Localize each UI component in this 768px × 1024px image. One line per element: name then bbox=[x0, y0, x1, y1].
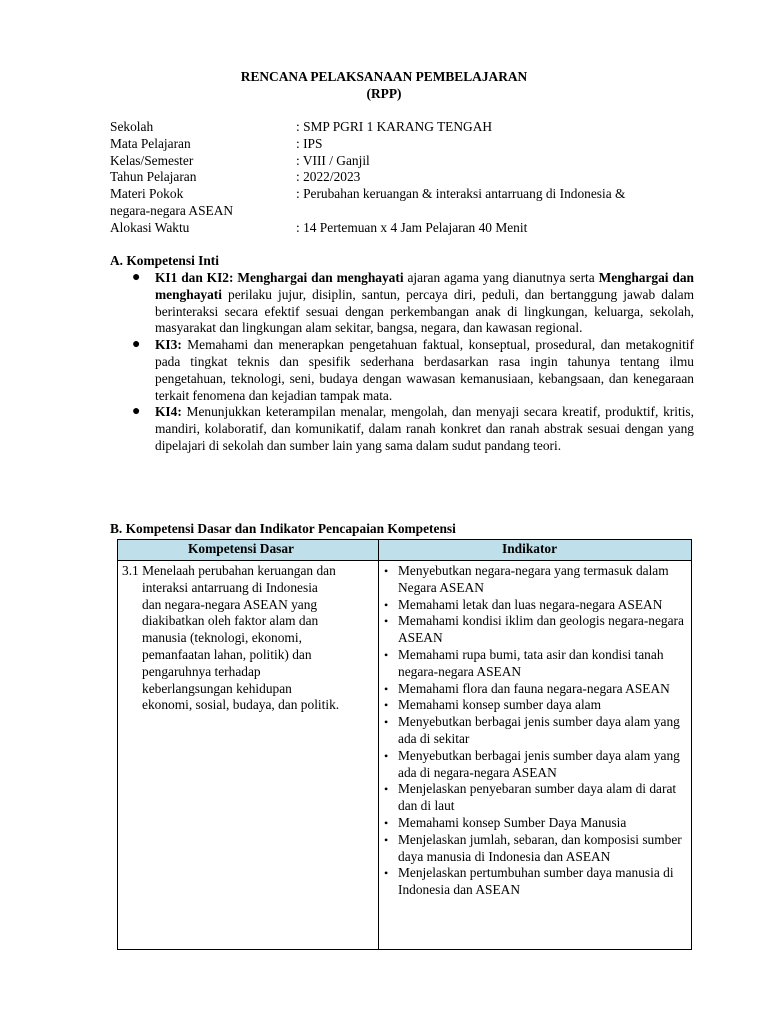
bullet-icon: • bbox=[384, 832, 389, 847]
indicator-text: Menjelaskan jumlah, sebaran, dan komposisi sumber daya manusia di Indonesia dan ASEAN bbox=[398, 831, 682, 864]
ki-list bbox=[110, 270, 694, 455]
info-label: Tahun Pelajaran bbox=[110, 169, 197, 185]
ki3-bold: KI3: bbox=[155, 337, 182, 353]
info-row bbox=[110, 169, 700, 186]
indicator-text: Menjelaskan pertumbuhan sumber daya manusia di Indonesia dan ASEAN bbox=[398, 865, 674, 898]
info-row bbox=[110, 119, 700, 136]
indicator-item bbox=[383, 714, 688, 748]
kd-line: interaksi antarruang di Indonesia bbox=[142, 579, 318, 595]
indicator-item bbox=[383, 865, 688, 899]
document-subtitle: (RPP) bbox=[366, 86, 402, 101]
ki1-text-1: ajaran agama yang dianutnya serta bbox=[403, 270, 599, 285]
ki3-item bbox=[110, 337, 694, 404]
indicator-text: Memahami letak dan luas negara-negara ASEAN bbox=[398, 596, 663, 612]
table-header-indikator: Indikator bbox=[502, 541, 558, 556]
bullet-icon: • bbox=[384, 698, 389, 713]
info-label: Kelas/Semester bbox=[110, 152, 194, 168]
indicator-text: Memahami flora dan fauna negara-negara ASEAN bbox=[398, 680, 670, 696]
bullet-icon: • bbox=[384, 614, 389, 629]
indicator-text: Menyebutkan negara-negara yang termasuk dalam Negara ASEAN bbox=[398, 563, 669, 595]
info-row bbox=[110, 186, 700, 203]
indicator-item bbox=[383, 597, 688, 614]
bullet-icon: • bbox=[384, 597, 389, 612]
indicator-item bbox=[383, 681, 688, 698]
bullet-icon: • bbox=[384, 748, 389, 763]
indicator-text: Memahami konsep sumber daya alam bbox=[398, 697, 602, 713]
kd-line: pengaruhnya terhadap bbox=[142, 663, 261, 679]
bullet-icon: • bbox=[384, 647, 389, 662]
info-label: Mata Pelajaran bbox=[110, 135, 191, 151]
indicator-item bbox=[383, 697, 688, 714]
kd-line: diakibatkan oleh faktor alam dan bbox=[142, 613, 319, 629]
ki4-bold: KI4: bbox=[155, 404, 182, 420]
bullet-icon: • bbox=[384, 866, 389, 881]
info-row bbox=[110, 136, 700, 153]
bullet-icon: • bbox=[384, 681, 389, 696]
info-row bbox=[110, 153, 700, 170]
bullet-icon: ● bbox=[132, 404, 141, 420]
info-value: : IPS bbox=[296, 135, 323, 151]
ki1-item bbox=[110, 270, 694, 337]
bullet-icon: ● bbox=[132, 270, 141, 285]
ki1-text-2: perilaku jujur, disiplin, santun, percaya diri, peduli, dan bertanggung jawab dalam berinteraksi secara efektif sesuai dengan perkembangan anak di lingkungan, keluarga, sekolah, masyarakat dan lingkungan alam sekitar, bangsa, negara, dan kawasan regional. bbox=[155, 286, 694, 336]
kd-line: ekonomi, sosial, budaya, dan politik. bbox=[142, 697, 340, 713]
kd-line: keberlangsungan kehidupan bbox=[142, 680, 292, 696]
indicator-text: Memahami kondisi iklim dan geologis negara-negara ASEAN bbox=[398, 613, 684, 646]
info-row bbox=[110, 220, 700, 237]
ki4-text: Menunjukkan keterampilan menalar, mengolah, dan menyaji secara kreatif, produktif, kritis, mandiri, kolaboratif, dan komunikatif, dalam ranah konkret dan ranah abstrak sesuai dengan yang dipelajari di sekolah dan sumber lain yang sama dalam sudut pandang teori. bbox=[155, 404, 694, 453]
indicator-item bbox=[383, 563, 688, 597]
table-header-divider bbox=[117, 560, 692, 561]
bullet-icon: ● bbox=[132, 337, 141, 353]
info-value: : SMP PGRI 1 KARANG TENGAH bbox=[296, 119, 493, 134]
kd-line: dan negara-negara ASEAN yang bbox=[142, 596, 318, 612]
ki4-item bbox=[110, 404, 694, 454]
kompetensi-dasar-cell bbox=[122, 563, 374, 714]
kd-line: pemanfaatan lahan, politik) dan bbox=[142, 646, 312, 662]
document-title: RENCANA PELAKSANAAN PEMBELAJARAN bbox=[240, 69, 528, 84]
kd-line: 3.1 Menelaah perubahan keruangan dan bbox=[122, 563, 336, 578]
kd-line: manusia (teknologi, ekonomi, bbox=[142, 630, 302, 646]
info-label: Materi Pokok bbox=[110, 186, 184, 202]
bullet-icon: • bbox=[384, 782, 389, 797]
table-header-kompetensi-dasar: Kompetensi Dasar bbox=[188, 541, 295, 556]
indicator-item bbox=[383, 647, 688, 681]
ki1-bold-2: Menghargai dan menghayati bbox=[155, 270, 695, 302]
indicator-item bbox=[383, 832, 688, 866]
indicator-text: Menyebutkan berbagai jenis sumber daya alam yang ada di negara-negara ASEAN bbox=[398, 747, 680, 780]
indicator-text: Memahami rupa bumi, tata asir dan kondisi tanah negara-negara ASEAN bbox=[398, 646, 664, 679]
bullet-icon: • bbox=[384, 715, 389, 730]
info-block bbox=[110, 119, 700, 237]
info-label: Sekolah bbox=[110, 119, 154, 134]
bullet-icon: • bbox=[384, 564, 389, 578]
indicator-item bbox=[383, 748, 688, 782]
section-b-heading: B. Kompetensi Dasar dan Indikator Pencapaian Kompetensi bbox=[110, 521, 456, 536]
section-a-heading: A. Kompetensi Inti bbox=[110, 253, 219, 268]
ki1-bold-1: KI1 dan KI2: Menghargai dan menghayati bbox=[155, 270, 404, 285]
indicator-item bbox=[383, 781, 688, 815]
ki3-text: Memahami dan menerapkan pengetahuan faktual, konseptual, prosedural, dan metakognitif pada tingkat teknis dan spesifik sederhana berdasarkan rasa ingin tahunya tentang ilmu pengetahuan, teknologi, seni, budaya dengan wawasan kemanusiaan, kebangsaan, dan kenegaraan terkait fenomena dan kejadian tampak mata. bbox=[155, 337, 694, 403]
indicator-text: Memahami konsep Sumber Daya Manusia bbox=[398, 814, 627, 830]
info-value: : Perubahan keruangan & interaksi antarruang di Indonesia & bbox=[296, 186, 626, 202]
info-value: : 2022/2023 bbox=[296, 169, 361, 185]
info-value: : VIII / Ganjil bbox=[296, 152, 370, 168]
indicator-text: Menjelaskan penyebaran sumber daya alam di darat dan di laut bbox=[398, 781, 677, 814]
table-column-divider bbox=[378, 539, 379, 949]
info-value: : 14 Pertemuan x 4 Jam Pelajaran 40 Menit bbox=[296, 219, 528, 235]
bullet-icon: • bbox=[384, 815, 389, 830]
info-continuation: negara-negara ASEAN bbox=[110, 202, 234, 218]
indicator-item bbox=[383, 815, 688, 832]
indikator-cell bbox=[383, 563, 688, 899]
info-label: Alokasi Waktu bbox=[110, 219, 190, 235]
indicator-text: Menyebutkan berbagai jenis sumber daya alam yang ada di sekitar bbox=[398, 714, 680, 746]
indicator-item bbox=[383, 613, 688, 647]
info-row-continuation bbox=[110, 203, 700, 220]
